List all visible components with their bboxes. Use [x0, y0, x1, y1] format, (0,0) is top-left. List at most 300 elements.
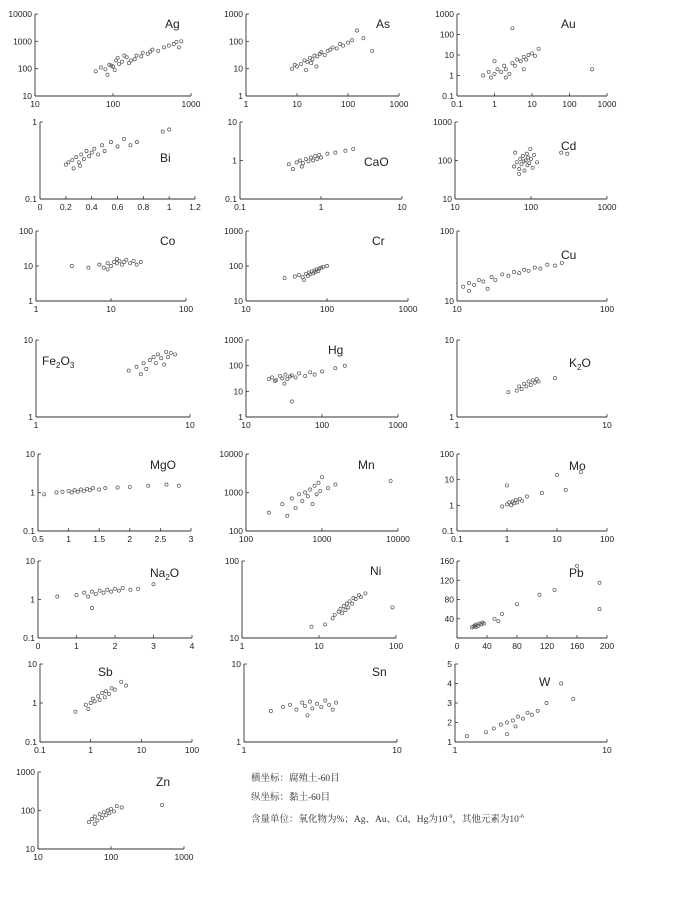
data-point — [177, 46, 180, 49]
data-point — [492, 727, 495, 730]
data-point — [290, 400, 293, 403]
data-point — [78, 164, 81, 167]
x-tick-label: 100 — [599, 304, 615, 314]
data-point — [87, 266, 90, 269]
data-point — [87, 595, 90, 598]
data-point — [546, 263, 549, 266]
x-tick-label: 160 — [569, 641, 585, 651]
data-point — [90, 590, 93, 593]
data-point — [109, 264, 112, 267]
y-tick-label: 1 — [449, 70, 454, 81]
data-point — [113, 688, 116, 691]
x-tick-label: 2.5 — [154, 534, 167, 544]
data-point — [514, 725, 517, 728]
data-point — [301, 162, 304, 165]
y-tick-label: 10 — [233, 63, 243, 74]
data-point — [97, 153, 100, 156]
x-tick-label: 10 — [106, 304, 116, 314]
data-point — [293, 63, 296, 66]
data-point — [511, 719, 514, 722]
data-point — [102, 266, 105, 269]
data-point — [334, 483, 337, 486]
data-point — [104, 690, 107, 693]
data-point — [117, 589, 120, 592]
x-tick-label: 100 — [314, 420, 330, 430]
y-tick-label: 10 — [22, 91, 32, 101]
y-tick-label: 0.1 — [23, 633, 35, 643]
x-tick-label: 1000 — [174, 852, 194, 862]
data-point — [106, 588, 109, 591]
element-label: Mo — [569, 459, 586, 473]
y-tick-label: 1000 — [224, 226, 243, 236]
x-tick-label: 10 — [33, 852, 43, 862]
data-point — [572, 698, 575, 701]
element-label: Cr — [372, 234, 385, 248]
data-point — [504, 76, 507, 79]
data-point — [517, 715, 520, 718]
data-point — [109, 140, 112, 143]
panel-sn — [232, 659, 402, 755]
data-point — [109, 807, 112, 810]
data-point — [530, 52, 533, 55]
y-tick-label: 100 — [437, 155, 452, 166]
data-point — [116, 145, 119, 148]
data-point — [104, 487, 107, 490]
data-point — [533, 54, 536, 57]
data-point — [326, 487, 329, 490]
data-point — [284, 373, 287, 376]
y-tick-label: 10 — [227, 117, 237, 127]
data-point — [129, 262, 132, 265]
data-point — [311, 707, 314, 710]
data-point — [508, 72, 511, 75]
data-point — [290, 497, 293, 500]
data-point — [371, 49, 374, 52]
y-tick-label: 100 — [20, 805, 35, 816]
y-tick-label: 10 — [27, 659, 37, 669]
x-tick-label: 100 — [184, 745, 200, 755]
data-point — [82, 489, 85, 492]
element-label: Mn — [358, 458, 375, 472]
data-point — [538, 593, 541, 596]
y-tick-label: 1000 — [224, 9, 243, 19]
data-point — [115, 257, 118, 260]
data-point — [135, 140, 138, 143]
data-point — [525, 58, 528, 61]
data-point — [107, 692, 110, 695]
x-tick-label: 10 — [30, 99, 40, 109]
y-tick-label: 100 — [228, 261, 243, 271]
data-point — [298, 493, 301, 496]
data-point — [106, 73, 109, 76]
data-point — [125, 684, 128, 687]
data-point — [148, 358, 151, 361]
data-point — [120, 680, 123, 683]
data-point — [89, 701, 92, 704]
y-tick-label: 1000 — [16, 767, 35, 777]
x-tick-label: 0.1 — [451, 534, 463, 544]
element-label: Sb — [98, 665, 113, 679]
y-tick-label: 10 — [25, 449, 35, 459]
x-tick-label: 1 — [243, 99, 249, 109]
legend-units-prefix: 含量单位：氧化物为%；Ag、Au、Cd、Hg为10 — [251, 815, 448, 825]
data-point — [324, 623, 327, 626]
x-tick-label: 0.1 — [34, 745, 46, 755]
panel-cd — [433, 117, 617, 212]
data-point — [103, 696, 106, 699]
data-point — [116, 486, 119, 489]
data-point — [128, 485, 131, 488]
data-point — [297, 274, 300, 277]
data-point — [493, 617, 496, 620]
data-point — [122, 138, 125, 141]
data-point — [291, 67, 294, 70]
y-tick-label: 80 — [444, 594, 454, 605]
panel-mn — [219, 449, 410, 544]
x-tick-label: 10 — [602, 420, 612, 430]
data-point — [344, 609, 347, 612]
y-tick-label: 1 — [232, 155, 237, 166]
legend-x-axis: 横坐标：腐殖土-60目 — [251, 774, 340, 784]
y-tick-label: 10000 — [219, 449, 243, 459]
x-tick-label: 1000 — [389, 99, 409, 109]
y-tick-label: 1000 — [224, 335, 243, 345]
data-point — [331, 46, 334, 49]
y-tick-label: 10 — [25, 556, 35, 566]
data-point — [342, 604, 345, 607]
data-point — [311, 503, 314, 506]
panel-w — [447, 659, 612, 755]
element-label: $Fe_2O_3$ — [42, 354, 75, 370]
data-point — [97, 695, 100, 698]
data-point — [291, 167, 294, 170]
data-point — [537, 380, 540, 383]
data-point — [77, 161, 80, 164]
data-point — [67, 161, 70, 164]
data-point — [98, 263, 101, 266]
panel-sb — [25, 659, 199, 755]
data-point — [139, 373, 142, 376]
y-tick-label: 100 — [228, 36, 243, 47]
data-point — [103, 149, 106, 152]
element-label: $K_2O$ — [569, 356, 591, 372]
data-point — [355, 29, 358, 32]
data-point — [298, 159, 301, 162]
data-point — [523, 169, 526, 172]
data-point — [509, 504, 512, 507]
panel-cr — [224, 226, 418, 314]
data-point — [507, 274, 510, 277]
data-point — [504, 68, 507, 71]
data-point — [145, 367, 148, 370]
x-tick-label: 1 — [166, 202, 172, 212]
panel-zn — [16, 767, 194, 862]
data-point — [518, 167, 521, 170]
x-tick-label: 10 — [450, 202, 460, 212]
data-point — [283, 277, 286, 280]
y-tick-label: 3 — [447, 698, 452, 708]
x-tick-label: 120 — [539, 641, 555, 651]
data-point — [106, 262, 109, 265]
element-label: Au — [561, 17, 576, 31]
data-point — [462, 285, 465, 288]
data-point — [281, 377, 284, 380]
legend-units-mid: ，其他元素为10 — [452, 815, 519, 825]
data-point — [391, 606, 394, 609]
data-point — [267, 511, 270, 514]
data-point — [331, 708, 334, 711]
x-tick-label: 1 — [33, 420, 39, 430]
data-point — [166, 356, 169, 359]
x-tick-label: 10 — [452, 304, 462, 314]
data-point — [303, 704, 306, 707]
data-point — [161, 130, 164, 133]
data-point — [320, 370, 323, 373]
data-point — [473, 283, 476, 286]
y-tick-label: 0.1 — [23, 526, 35, 536]
data-point — [123, 54, 126, 57]
data-point — [85, 149, 88, 152]
data-point — [137, 587, 140, 590]
data-point — [94, 70, 97, 73]
data-point — [90, 606, 93, 609]
data-point — [147, 484, 150, 487]
element-label: Co — [160, 234, 176, 248]
data-point — [501, 273, 504, 276]
x-tick-label: 1 — [504, 534, 510, 544]
data-point — [527, 269, 530, 272]
data-point — [180, 40, 183, 43]
data-point — [533, 266, 536, 269]
data-point — [344, 149, 347, 152]
element-label: Zn — [156, 775, 171, 789]
data-point — [513, 64, 516, 67]
y-tick-label: 10 — [444, 474, 454, 485]
x-tick-label: 1 — [241, 745, 247, 755]
y-tick-label: 120 — [439, 575, 454, 586]
data-point — [71, 159, 74, 162]
data-point — [304, 68, 307, 71]
x-tick-label: 0.6 — [111, 202, 124, 212]
x-tick-label: 1 — [66, 534, 71, 544]
data-point — [503, 64, 506, 67]
panel-as — [224, 9, 409, 109]
x-tick-label: 4 — [189, 641, 195, 651]
x-tick-label: 1 — [492, 99, 497, 109]
x-tick-label: 100 — [388, 641, 404, 651]
data-point — [152, 583, 155, 586]
data-point — [308, 700, 311, 703]
y-tick-label: 1000 — [224, 487, 243, 498]
x-tick-label: 1 — [452, 745, 458, 755]
panel-hg — [224, 335, 408, 430]
data-point — [537, 47, 540, 50]
data-point — [320, 706, 323, 709]
data-point — [313, 484, 316, 487]
data-point — [289, 703, 292, 706]
data-point — [540, 492, 543, 495]
data-point — [527, 53, 530, 56]
y-tick-label: 1 — [447, 737, 452, 747]
y-tick-label: 100 — [18, 226, 33, 236]
data-point — [539, 267, 542, 270]
data-point — [530, 713, 533, 716]
data-point — [484, 731, 487, 734]
data-point — [141, 51, 144, 54]
data-point — [106, 268, 109, 271]
data-point — [88, 155, 91, 158]
data-point — [121, 586, 124, 589]
y-tick-label: 10 — [233, 296, 243, 306]
data-point — [335, 701, 338, 704]
data-point — [315, 702, 318, 705]
element-label: As — [376, 17, 391, 31]
y-tick-label: 0.1 — [442, 91, 454, 101]
data-point — [98, 488, 101, 491]
data-point — [529, 383, 532, 386]
data-point — [351, 602, 354, 605]
data-point — [482, 280, 485, 283]
data-point — [156, 353, 159, 356]
x-tick-label: 0.2 — [59, 202, 72, 212]
y-tick-label: 1 — [236, 737, 241, 747]
x-tick-label: 100 — [105, 99, 121, 109]
data-point — [174, 353, 177, 356]
data-point — [92, 487, 95, 490]
x-tick-label: 1 — [33, 304, 39, 314]
data-point — [326, 152, 329, 155]
x-tick-label: 80 — [512, 641, 522, 651]
data-point — [512, 270, 515, 273]
y-tick-label: 1 — [238, 412, 243, 422]
data-point — [304, 491, 307, 494]
data-point — [306, 495, 309, 498]
data-point — [88, 489, 91, 492]
element-label: Hg — [328, 343, 344, 357]
panel-pb — [440, 556, 615, 651]
data-point — [497, 620, 500, 623]
data-point — [108, 812, 111, 815]
x-tick-label: 10 — [552, 534, 562, 544]
x-tick-label: 2 — [112, 641, 118, 651]
data-point — [311, 58, 314, 61]
data-point — [545, 701, 548, 704]
x-tick-label: 0.1 — [451, 99, 463, 109]
legend-units-exp1: -9 — [447, 814, 453, 820]
y-tick-label: 100 — [17, 63, 32, 74]
data-point — [359, 596, 362, 599]
data-point — [511, 27, 514, 30]
y-tick-label: 100 — [439, 449, 454, 459]
data-point — [90, 817, 93, 820]
y-tick-label: 1 — [32, 117, 37, 127]
data-point — [302, 278, 305, 281]
data-point — [319, 489, 322, 492]
data-point — [501, 505, 504, 508]
panel-k2o — [445, 335, 612, 430]
data-point — [93, 700, 96, 703]
x-tick-label: 0.8 — [137, 202, 150, 212]
y-tick-label: 1 — [32, 698, 37, 708]
element-label: $Na_2O$ — [150, 566, 180, 582]
data-point — [500, 612, 503, 615]
data-point — [362, 37, 365, 40]
data-point — [139, 260, 142, 263]
data-point — [533, 381, 536, 384]
data-point — [129, 588, 132, 591]
y-tick-label: 0.1 — [225, 194, 237, 204]
data-point — [500, 70, 503, 73]
data-point — [591, 68, 594, 71]
x-tick-label: 10 — [314, 641, 324, 651]
y-tick-label: 10 — [23, 261, 33, 271]
data-point — [282, 706, 285, 709]
data-point — [325, 264, 328, 267]
data-point — [75, 594, 78, 597]
y-tick-label: 1 — [238, 91, 243, 101]
data-point — [100, 816, 103, 819]
data-point — [317, 481, 320, 484]
data-point — [307, 160, 310, 163]
y-tick-label: 100 — [224, 556, 239, 566]
data-point — [315, 65, 318, 68]
data-point — [324, 699, 327, 702]
data-point — [79, 488, 82, 491]
x-tick-label: 1 — [318, 202, 324, 212]
data-point — [496, 68, 499, 71]
data-point — [87, 821, 90, 824]
y-tick-label: 5 — [447, 659, 452, 669]
element-label: Ag — [165, 17, 180, 31]
data-point — [335, 47, 338, 50]
data-point — [389, 479, 392, 482]
data-point — [487, 70, 490, 73]
data-point — [346, 41, 349, 44]
y-tick-label: 160 — [439, 556, 454, 566]
data-point — [312, 159, 315, 162]
data-point — [334, 367, 337, 370]
x-tick-label: 1 — [74, 641, 79, 651]
data-point — [333, 613, 336, 616]
data-point — [533, 153, 536, 156]
data-point — [67, 489, 70, 492]
x-tick-label: 10000 — [386, 534, 410, 544]
data-point — [110, 687, 113, 690]
data-point — [525, 495, 528, 498]
data-point — [527, 380, 530, 383]
panel-mo — [440, 449, 615, 544]
x-tick-label: 40 — [482, 641, 492, 651]
panel-mgo — [23, 449, 193, 544]
legend-y-axis: 纵坐标：黏土-60目 — [251, 793, 331, 803]
data-point — [306, 60, 309, 63]
x-tick-label: 0 — [37, 202, 43, 212]
x-tick-label: 0 — [35, 641, 41, 651]
x-tick-label: 100 — [178, 304, 194, 314]
data-point — [301, 701, 304, 704]
data-point — [175, 40, 178, 43]
data-point — [519, 60, 522, 63]
data-point — [523, 268, 526, 271]
data-point — [129, 144, 132, 147]
data-point — [43, 493, 46, 496]
panel-na2o — [23, 556, 194, 651]
data-point — [135, 263, 138, 266]
x-tick-label: 10 — [185, 420, 195, 430]
data-point — [113, 587, 116, 590]
y-tick-label: 1 — [30, 487, 35, 498]
y-tick-label: 1 — [28, 412, 33, 422]
